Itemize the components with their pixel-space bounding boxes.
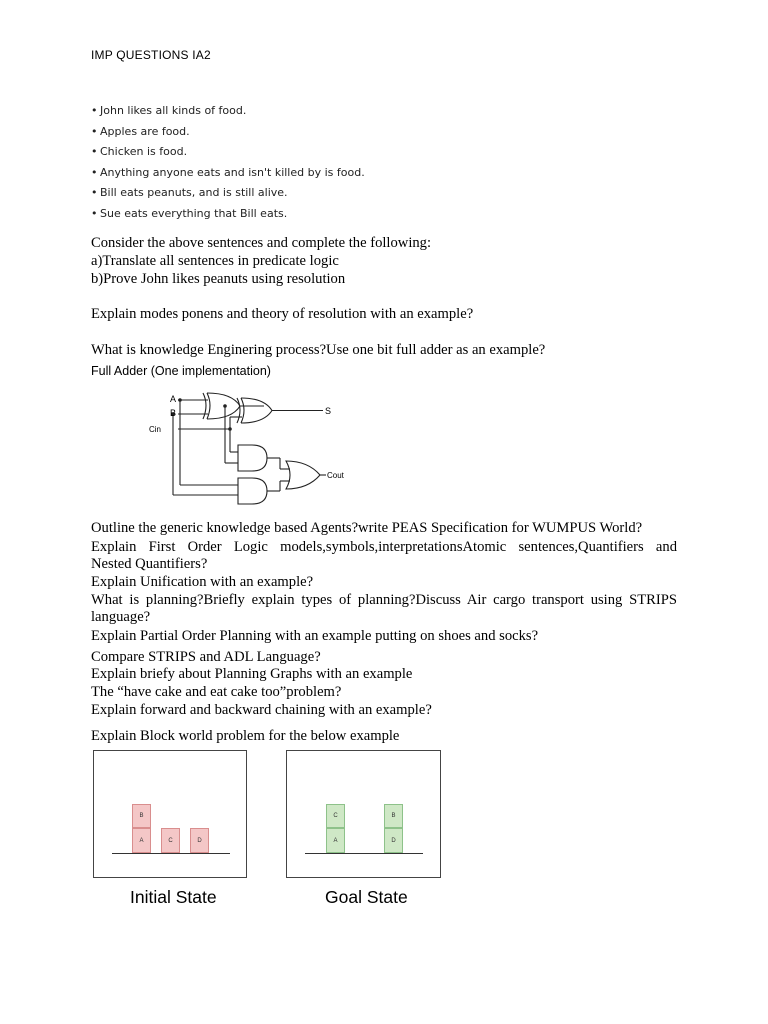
block-d: D (190, 828, 209, 853)
question-11: The “have cake and eat cake too”problem? (91, 684, 342, 700)
question-5-line-2: Nested Quantifiers? (91, 556, 208, 572)
list-item (91, 204, 411, 225)
input-cin-label: Cin (149, 425, 162, 434)
block-a: A (132, 828, 151, 853)
block-b: B (132, 804, 151, 828)
output-s-label: S (325, 406, 332, 416)
premise-text: John likes all kinds of food. (100, 104, 247, 117)
goal-state-caption: Goal State (325, 887, 408, 907)
question-12: Explain forward and backward chaining with an example? (91, 702, 432, 718)
full-adder-diagram (140, 385, 360, 513)
question-1-intro: Consider the above sentences and complete the following: (91, 235, 432, 251)
full-adder-title: Full Adder (One implementation) (91, 364, 271, 378)
bullet-icon: • (91, 206, 98, 220)
question-9: Compare STRIPS and ADL Language? (91, 649, 321, 665)
premise-text: Anything anyone eats and isn't killed by is food. (100, 165, 365, 179)
premise-text: Apples are food. (100, 124, 190, 138)
table-line (112, 853, 230, 854)
block-b: B (384, 804, 403, 828)
question-8: Explain Partial Order Planning with an example putting on shoes and socks? (91, 628, 539, 644)
block-c: C (326, 804, 345, 828)
question-4: Outline the generic knowledge based Agents?write PEAS Specification for WUMPUS World? (91, 520, 643, 536)
question-6: Explain Unification with an example? (91, 574, 314, 590)
input-b-label: B (170, 408, 177, 418)
list-item (91, 142, 411, 163)
block-c: C (161, 828, 180, 853)
list-item (91, 122, 411, 143)
question-2: Explain modes ponens and theory of resolution with an example? (91, 306, 474, 322)
premise-list (91, 101, 411, 224)
output-cout-label: Cout (327, 471, 344, 480)
bullet-icon: • (91, 104, 98, 117)
block-a: A (326, 828, 345, 853)
bullet-icon: • (91, 165, 98, 179)
bullet-icon: • (91, 186, 98, 199)
initial-state-panel (93, 750, 247, 878)
list-item (91, 163, 411, 184)
question-13: Explain Block world problem for the below example (91, 728, 400, 744)
goal-state-panel (286, 750, 441, 878)
question-10: Explain briefy about Planning Graphs with an example (91, 666, 413, 682)
question-7-line-1: What is planning?Briefly explain types of planning?Discuss Air cargo transport using STRIPS (91, 592, 677, 608)
question-3: What is knowledge Enginering process?Use one bit full adder as an example? (91, 342, 546, 358)
question-1-part-a: a)Translate all sentences in predicate logic (91, 253, 339, 269)
input-a-label: A (170, 394, 177, 404)
document-title: IMP QUESTIONS IA2 (91, 48, 211, 62)
bullet-icon: • (91, 124, 98, 138)
block-d: D (384, 828, 403, 853)
table-line (305, 853, 423, 854)
bullet-icon: • (91, 145, 98, 158)
list-item (91, 101, 411, 122)
question-1-part-b: b)Prove John likes peanuts using resolution (91, 271, 346, 287)
premise-text: Chicken is food. (100, 145, 188, 158)
premise-text: Sue eats everything that Bill eats. (100, 206, 288, 220)
premise-text: Bill eats peanuts, and is still alive. (100, 186, 288, 199)
question-5-line-1: Explain First Order Logic models,symbols,interpretationsAtomic sentences,Quantifiers and (91, 539, 677, 555)
list-item (91, 183, 411, 204)
question-7-line-2: language? (91, 609, 151, 625)
initial-state-caption: Initial State (130, 887, 217, 907)
